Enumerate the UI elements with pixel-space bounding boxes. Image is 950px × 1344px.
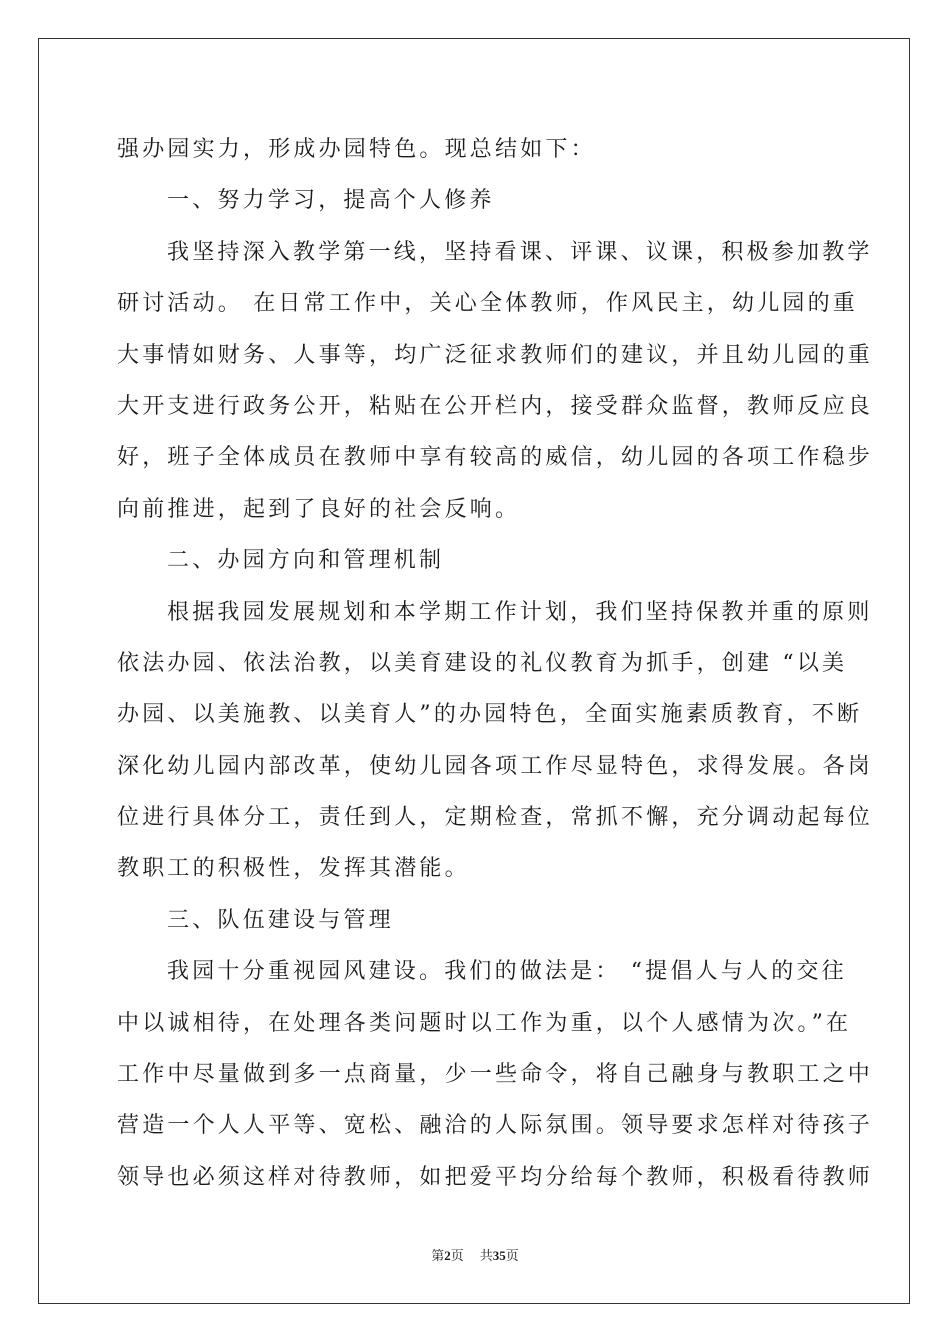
text-line: 中以诚相待，在处理各类问题时以工作为重，以个人感情为次。”在 [117,1010,852,1036]
total-pages: 35 [492,1248,506,1263]
text-line: 我坚持深入教学第一线，坚持看课、评课、议课，积极参加教学 [167,239,873,265]
page-prefix: 第 [431,1249,445,1264]
section-heading: 二、办园方向和管理机制 [167,548,445,574]
text-line: 向前推进，起到了良好的社会反响。 [117,496,521,522]
page-suffix: 页 [450,1249,464,1264]
text-line: 根据我园发展规划和本学期工作计划，我们坚持保教并重的原则 [167,599,873,625]
text-line: 深化幼儿园内部改革，使幼儿园各项工作尽显特色，求得发展。各岗 [117,753,874,779]
section-heading: 三、队伍建设与管理 [167,907,394,933]
document-body [117,124,874,1203]
text-line: 大事情如财务、人事等，均广泛征求教师们的建议，并且幼儿园的重 [117,342,874,368]
text-line: 强办园实力，形成办园特色。现总结如下： [117,137,596,162]
total-suffix: 页 [505,1249,519,1264]
page-number: 2 [444,1248,451,1263]
section-heading: 一、努力学习，提高个人修养 [167,188,495,214]
text-line: 领导也必须这样对待教师，如把爱平均分给每个教师，积极看待教师 [117,1164,874,1190]
text-line: 工作中尽量做到多一点商量，少一些命令，将自己融身与教职工之中 [117,1062,874,1088]
text-line: 位进行具体分工，责任到人，定期检查，常抓不懈，充分调动起每位 [117,805,874,831]
text-line: 我园十分重视园风建设。我们的做法是： “提倡人与人的交往 [167,959,847,985]
text-line: 营造一个人人平等、宽松、融洽的人际氛围。领导要求怎样对待孩子 [117,1113,874,1139]
total-prefix: 共 [479,1249,493,1264]
text-line: 研讨活动。 在日常工作中，关心全体教师，作风民主，幼儿园的重 [117,291,858,317]
page-footer [0,1247,950,1266]
text-line: 好，班子全体成员在教师中享有较高的威信，幼儿园的各项工作稳步 [117,445,874,471]
text-line: 教职工的积极性，发挥其潜能。 [117,856,470,882]
text-line: 大开支进行政务公开，粘贴在公开栏内，接受群众监督，教师反应良 [117,393,874,419]
text-line: 依法办园、依法治教，以美育建设的礼仪教育为抓手，创建 “以美 [117,650,848,676]
text-line: 办园、以美施教、以美育人”的办园特色，全面实施素质教育，不断 [117,702,863,728]
